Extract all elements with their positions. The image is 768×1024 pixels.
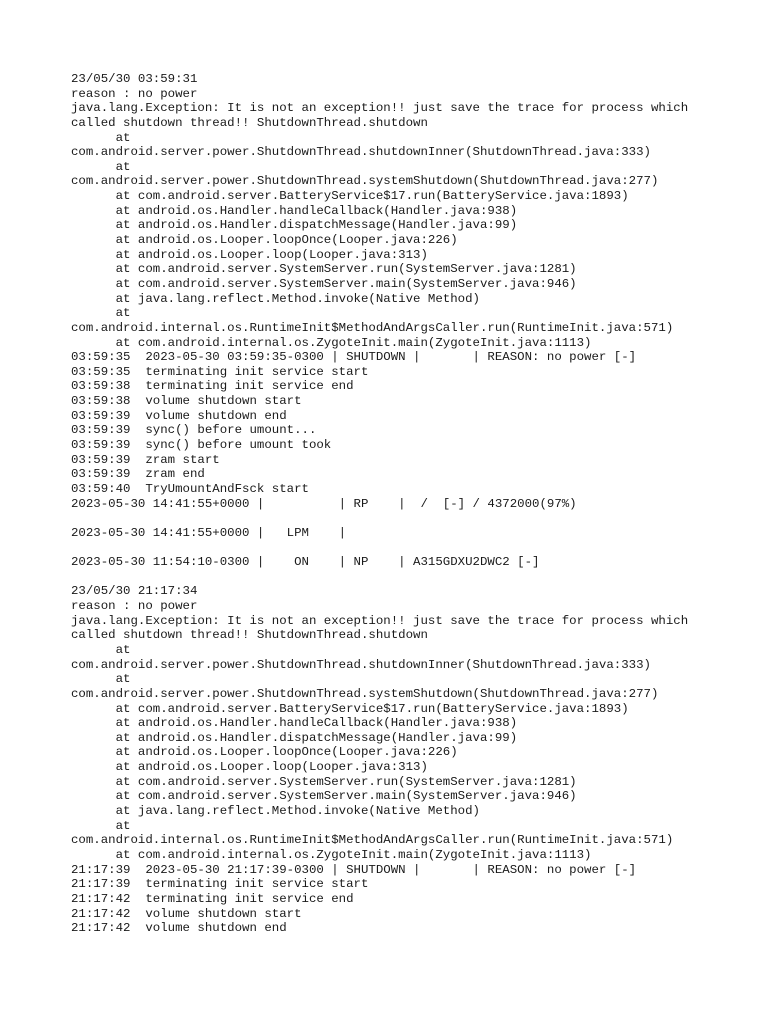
log-line: at java.lang.reflect.Method.invoke(Native Method): [71, 291, 480, 306]
log-line: called shutdown thread!! ShutdownThread.shutdown: [71, 115, 428, 130]
log-line: 03:59:38 terminating init service end: [71, 379, 354, 394]
log-line: 03:59:39 volume shutdown end: [71, 408, 287, 423]
log-line: at com.android.server.SystemServer.main(SystemServer.java:946): [71, 276, 577, 291]
log-line: at android.os.Handler.dispatchMessage(Handler.java:99): [71, 730, 518, 745]
log-line: com.android.server.power.ShutdownThread.systemShutdown(ShutdownThread.java:277): [71, 174, 659, 189]
log-line: at java.lang.reflect.Method.invoke(Native Method): [71, 804, 480, 819]
log-line: 03:59:39 sync() before umount...: [71, 423, 317, 438]
log-line: at android.os.Handler.handleCallback(Handler.java:938): [71, 203, 518, 218]
log-line: 2023-05-30 14:41:55+0000 | | RP | / [-] / 4372000(97%): [71, 496, 577, 511]
log-line: at com.android.server.BatteryService$17.run(BatteryService.java:1893): [71, 701, 629, 716]
log-line: com.android.server.power.ShutdownThread.shutdownInner(ShutdownThread.java:333): [71, 657, 651, 672]
log-line: at: [71, 672, 131, 687]
log-line: at android.os.Handler.dispatchMessage(Handler.java:99): [71, 218, 518, 233]
log-line: at com.android.server.SystemServer.run(SystemServer.java:1281): [71, 262, 577, 277]
log-line: at com.android.internal.os.ZygoteInit.main(ZygoteInit.java:1113): [71, 847, 592, 862]
log-line: 03:59:40 TryUmountAndFsck start: [71, 481, 309, 496]
log-text: [71, 72, 761, 936]
log-line: 03:59:38 volume shutdown start: [71, 394, 302, 409]
log-line: at android.os.Handler.handleCallback(Handler.java:938): [71, 716, 518, 731]
log-line: reason : no power: [71, 86, 198, 101]
log-line: [71, 541, 761, 556]
log-line: called shutdown thread!! ShutdownThread.shutdown: [71, 628, 428, 643]
log-line: com.android.server.power.ShutdownThread.shutdownInner(ShutdownThread.java:333): [71, 145, 651, 160]
log-line: at: [71, 130, 131, 145]
log-line: [71, 570, 761, 585]
log-line: com.android.internal.os.RuntimeInit$MethodAndArgsCaller.run(RuntimeInit.java:571): [71, 320, 674, 335]
log-line: 03:59:39 zram end: [71, 467, 205, 482]
log-line: at: [71, 642, 131, 657]
log-line: 21:17:39 2023-05-30 21:17:39-0300 | SHUTDOWN | | REASON: no power [-]: [71, 862, 637, 877]
log-line: 2023-05-30 14:41:55+0000 | LPM |: [71, 525, 347, 540]
log-line: at: [71, 159, 131, 174]
log-line: at android.os.Looper.loop(Looper.java:313): [71, 247, 428, 262]
log-line: at: [71, 818, 131, 833]
log-line: 03:59:35 2023-05-30 03:59:35-0300 | SHUTDOWN | | REASON: no power [-]: [71, 350, 637, 365]
log-line: 23/05/30 21:17:34: [71, 584, 198, 599]
log-line: 03:59:35 terminating init service start: [71, 364, 369, 379]
log-line: at com.android.server.BatteryService$17.run(BatteryService.java:1893): [71, 189, 629, 204]
log-line: at com.android.server.SystemServer.main(SystemServer.java:946): [71, 789, 577, 804]
log-line: at com.android.server.SystemServer.run(SystemServer.java:1281): [71, 774, 577, 789]
log-line: com.android.server.power.ShutdownThread.systemShutdown(ShutdownThread.java:277): [71, 686, 659, 701]
log-line: at android.os.Looper.loopOnce(Looper.java:226): [71, 745, 458, 760]
log-line: java.lang.Exception: It is not an exception!! just save the trace for process which: [71, 613, 689, 628]
log-line: com.android.internal.os.RuntimeInit$MethodAndArgsCaller.run(RuntimeInit.java:571): [71, 833, 674, 848]
log-line: 03:59:39 sync() before umount took: [71, 438, 332, 453]
log-line: reason : no power: [71, 599, 198, 614]
log-line: 21:17:42 volume shutdown end: [71, 921, 287, 936]
log-line: 21:17:42 terminating init service end: [71, 891, 354, 906]
log-line: at com.android.internal.os.ZygoteInit.main(ZygoteInit.java:1113): [71, 335, 592, 350]
log-line: at android.os.Looper.loopOnce(Looper.java:226): [71, 233, 458, 248]
log-line: 21:17:39 terminating init service start: [71, 877, 369, 892]
log-line: 03:59:39 zram start: [71, 452, 220, 467]
log-line: at: [71, 306, 131, 321]
log-line: java.lang.Exception: It is not an exception!! just save the trace for process which: [71, 101, 689, 116]
log-line: 21:17:42 volume shutdown start: [71, 906, 302, 921]
log-line: [71, 511, 761, 526]
log-line: at android.os.Looper.loop(Looper.java:313): [71, 760, 428, 775]
log-line: 23/05/30 03:59:31: [71, 72, 198, 86]
log-line: 2023-05-30 11:54:10-0300 | ON | NP | A315GDXU2DWC2 [-]: [71, 555, 540, 570]
